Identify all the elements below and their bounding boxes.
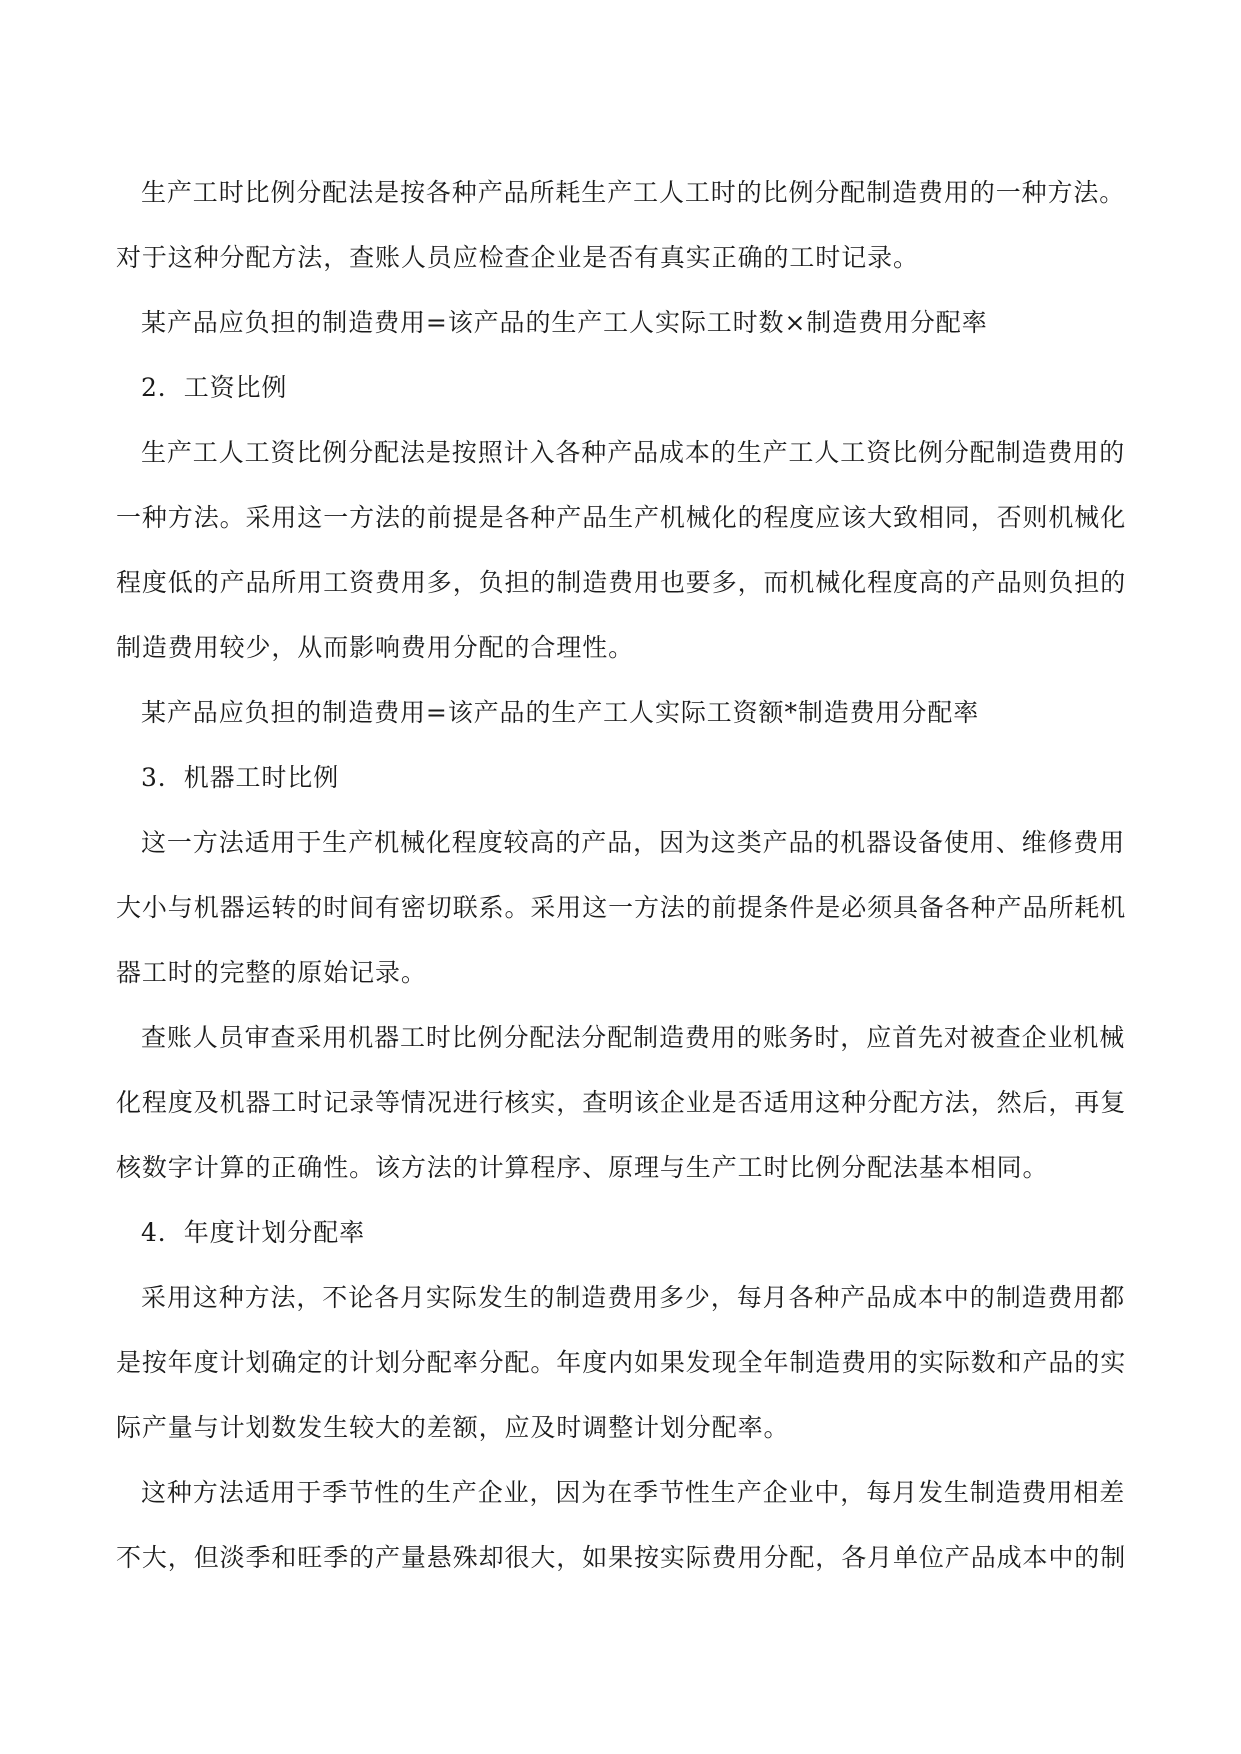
text-line: 采用这种方法，不论各月实际发生的制造费用多少，每月各种产品成本中的制造费用都 [141, 1283, 1126, 1312]
text-line: 化程度及机器工时记录等情况进行核实，查明该企业是否适用这种分配方法，然后，再复 [116, 1088, 1127, 1117]
text-line: 这一方法适用于生产机械化程度较高的产品，因为这类产品的机器设备使用、维修费用 [141, 828, 1126, 857]
paragraph-machine-hours-audit [91, 1005, 1150, 1200]
text-line: 核数字计算的正确性。该方法的计算程序、原理与生产工时比例分配法基本相同。 [116, 1153, 1049, 1182]
text-line: 制造费用较少，从而影响费用分配的合理性。 [116, 633, 635, 662]
text-line: 对于这种分配方法，查账人员应检查企业是否有真实正确的工时记录。 [116, 243, 919, 272]
text-line: 一种方法。采用这一方法的前提是各种产品生产机械化的程度应该大致相同，否则机械化 [116, 503, 1127, 532]
section-heading: 2．工资比例 [141, 373, 288, 402]
paragraph-wage-ratio [91, 420, 1150, 680]
section-heading: 3．机器工时比例 [141, 763, 340, 792]
text-line: 大小与机器运转的时间有密切联系。采用这一方法的前提条件是必须具备各种产品所耗机 [116, 893, 1127, 922]
text-line: 生产工时比例分配法是按各种产品所耗生产工人工时的比例分配制造费用的一种方法。 [141, 178, 1126, 207]
section-heading: 4．年度计划分配率 [141, 1218, 366, 1247]
heading-machine-hours [91, 745, 1150, 810]
text-line: 某产品应负担的制造费用=该产品的生产工人实际工时数×制造费用分配率 [141, 308, 988, 337]
text-line: 这种方法适用于季节性的生产企业，因为在季节性生产企业中，每月发生制造费用相差 [141, 1478, 1126, 1507]
formula-wage-ratio [91, 680, 1150, 745]
text-line: 某产品应负担的制造费用=该产品的生产工人实际工资额*制造费用分配率 [141, 698, 980, 727]
formula-labor-hours [91, 290, 1150, 355]
paragraph-annual-plan-rate [91, 1265, 1150, 1460]
heading-wage-ratio [91, 355, 1150, 420]
text-line: 是按年度计划确定的计划分配率分配。年度内如果发现全年制造费用的实际数和产品的实 [116, 1348, 1127, 1377]
text-line: 查账人员审查采用机器工时比例分配法分配制造费用的账务时，应首先对被查企业机械 [141, 1023, 1126, 1052]
paragraph-seasonal [91, 1460, 1150, 1590]
text-line: 际产量与计划数发生较大的差额，应及时调整计划分配率。 [116, 1413, 790, 1442]
text-line: 器工时的完整的原始记录。 [116, 958, 427, 987]
paragraph-machine-hours [91, 810, 1150, 1005]
text-line: 程度低的产品所用工资费用多，负担的制造费用也要多，而机械化程度高的产品则负担的 [116, 568, 1127, 597]
text-line: 不大，但淡季和旺季的产量悬殊却很大，如果按实际费用分配，各月单位产品成本中的制 [116, 1543, 1127, 1572]
paragraph-labor-hours [91, 160, 1150, 290]
text-line: 生产工人工资比例分配法是按照计入各种产品成本的生产工人工资比例分配制造费用的 [141, 438, 1126, 467]
document-page [91, 160, 1150, 1590]
heading-annual-plan-rate [91, 1200, 1150, 1265]
